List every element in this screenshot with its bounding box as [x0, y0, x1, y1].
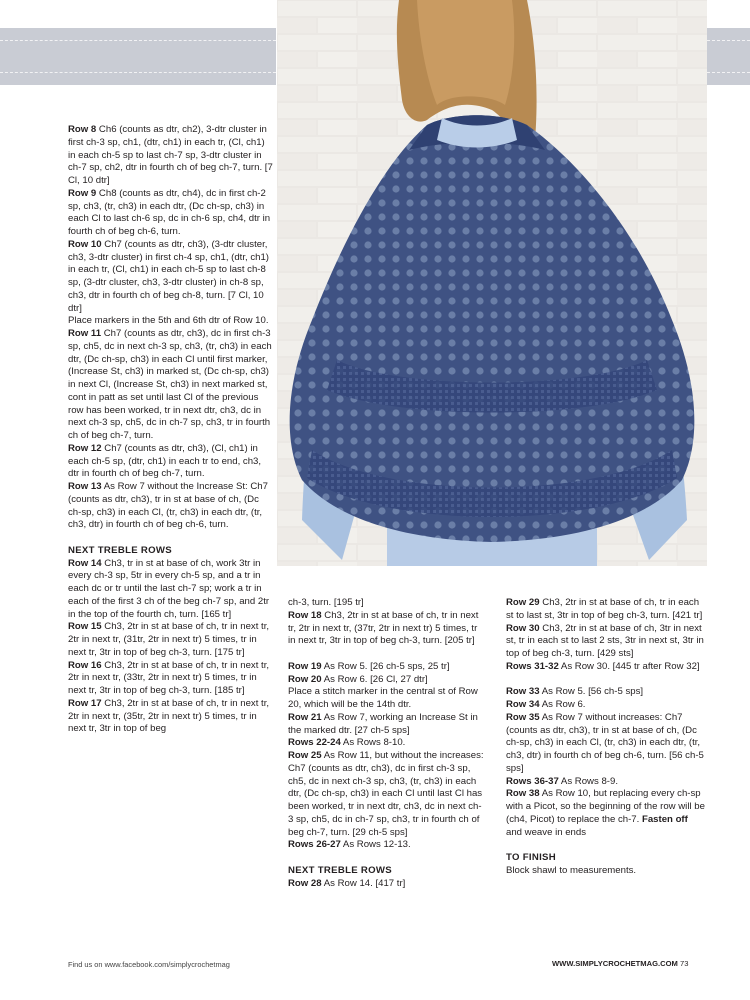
- instruction-paragraph: [506, 865, 706, 878]
- row-text: Ch8 (counts as dtr, ch4), dc in first ch-2 sp, ch3, (tr, ch3) in each dtr, (Dc ch-sp, ch3) in each Cl to last ch-6 sp, dc in ch-6 sp, ch4, dtr in fourth ch of beg ch-6, turn.: [68, 187, 271, 237]
- header-band-left: [0, 28, 276, 85]
- row-text: Ch3, tr in st at base of ch, work 3tr in every ch-3 sp, 5tr in every ch-5 sp, and a tr in each dc or tr until the last ch-7 sp; work a tr in each of the first 3 ch of the beg ch-7 sp, and 2tr in the top of the fourth ch, turn. [165 tr]: [68, 557, 270, 620]
- instruction-paragraph: [288, 737, 486, 750]
- row-label: Row 18: [288, 609, 322, 621]
- row-label: Row 38: [506, 788, 540, 800]
- row-text: As Row 14. [417 tr]: [321, 877, 406, 889]
- row-label: Row 25: [288, 750, 322, 761]
- row-text: As Row 30. [445 tr after Row 32]: [558, 660, 700, 672]
- row-label: Row 19: [288, 660, 322, 672]
- row-text: As Rows 8-9.: [558, 775, 618, 787]
- row-text: Block shawl to measurements.: [506, 864, 637, 876]
- row-text: Ch7 (counts as dtr, ch3), dc in first ch-3 sp, ch5, dc in next ch-3 sp, ch3, (tr, ch3) in each dtr, (Dc ch-sp, ch3) in each Cl until first marker, (Increase St, ch3) in marked st, (Dc ch-sp, ch3) in next Cl, (Increase St, ch3) in next marked st, cont in patt as set until last Cl of the previous row has been worked, tr in next dtr, ch3, dc in next ch-3 sp, ch5, dc in ch-7 sp, ch3, tr in fourth ch of beg ch-7, turn.: [68, 328, 272, 441]
- footer-facebook: Find us on www.facebook.com/simplycrochetmag: [68, 960, 230, 969]
- row-label: Row 14: [68, 557, 102, 569]
- instruction-paragraph: [506, 776, 706, 789]
- row-label: Row 8: [68, 124, 97, 135]
- stitch-line: [707, 40, 750, 41]
- instruction-paragraph: [288, 750, 486, 839]
- instruction-paragraph: [68, 239, 274, 316]
- row-text: Ch7 (counts as dtr, ch3), (Cl, ch1) in each ch-5 sp, (dtr, ch1) in each tr to end, ch3, dtr in fourth ch of beg ch-7, turn.: [68, 442, 262, 480]
- row-label: Row 34: [506, 699, 540, 710]
- instruction-paragraph: [288, 712, 486, 738]
- row-text: Ch7 (counts as dtr, ch3), (3-dtr cluster, ch3, 3-dtr cluster) in first ch-4 sp, ch1, (dtr, ch1) in each tr, (Cl, ch1) in each ch-5 sp to last ch-8 sp, (3-dtr cluster, ch3, 3-dtr cluster) in ch-8 sp, ch3, dtr in fourth ch of beg ch-8, turn. [7 Cl, 10 dtr]: [68, 238, 270, 314]
- row-label: Row 10: [68, 238, 102, 250]
- row-label: Row 17: [68, 697, 102, 709]
- instruction-paragraph: [288, 839, 486, 852]
- section-heading: TO FINISH: [506, 852, 556, 863]
- instruction-paragraph: [288, 661, 486, 674]
- spacer: [506, 674, 706, 687]
- section-heading: NEXT TREBLE ROWS: [68, 544, 172, 556]
- row-text: Ch3, 2tr in st at base of ch, 3tr in next st, tr in each st to last 2 sts, 3tr in next st, 3tr in top of beg ch-3, turn. [429 sts]: [506, 622, 704, 659]
- row-text: Ch3, 2tr in st at base of ch, tr in next tr, 2tr in next tr, (35tr, 2tr in next tr) 5 times, tr in next tr, 3tr in top of beg: [68, 697, 270, 735]
- instructions-column-2: [288, 597, 486, 890]
- row-text: As Row 7 without increases: Ch7 (counts as dtr, ch3), tr in st at base of ch, (Dc ch-sp, ch3) in each Cl, (tr, ch3) in each dtr, (tr, ch3, dtr) in fourth ch of beg ch-6, turn. [56 ch-5 sps]: [506, 711, 704, 774]
- row-text: Ch3, 2tr in st at base of ch, tr in next tr, 2tr in next tr, (37tr, 2tr in next tr) 5 times, tr in next tr, 3tr in top of beg ch-3, turn. [205 tr]: [288, 609, 479, 647]
- row-text: As Row 7 without the Increase St: Ch7 (counts as dtr, ch3), tr in st at base of ch, (Dc ch-sp, ch3) in each Cl, (tr, ch3) in each dtr, (tr, ch3, dtr) in fourth ch of beg ch-6, turn.: [68, 481, 268, 531]
- instruction-paragraph: [68, 481, 274, 532]
- row-text: Ch3, 2tr in st at base of ch, tr in each st to last st, 3tr in top of beg ch-3, turn. [421 tr]: [506, 597, 703, 621]
- row-text: Place a stitch marker in the central st of Row 20, which will be the 14th dtr.: [288, 686, 478, 710]
- row-label: Row 15: [68, 621, 102, 633]
- spacer: [288, 852, 486, 865]
- row-label: Row 35: [506, 711, 540, 723]
- instruction-paragraph: [68, 660, 274, 698]
- instruction-paragraph: [506, 623, 706, 661]
- instruction-paragraph: [68, 443, 274, 481]
- instruction-paragraph: [288, 610, 486, 648]
- row-text: As Row 6.: [539, 699, 586, 710]
- instruction-paragraph: [506, 686, 706, 699]
- row-text: As Rows 8-10.: [340, 737, 406, 749]
- instruction-paragraph: [68, 188, 274, 239]
- instruction-paragraph: [288, 674, 486, 687]
- row-text: ch-3, turn. [195 tr]: [288, 597, 364, 608]
- spacer: [288, 648, 486, 661]
- row-text: As Row 10, but replacing every ch-sp with a Picot, so the beginning of the row will be (ch4, Picot) to replace the ch-7.: [506, 788, 705, 825]
- row-text: As Row 6. [26 Cl, 27 dtr]: [321, 673, 428, 685]
- row-text: Ch3, 2tr in st at base of ch, tr in next tr, 2tr in next tr, (31tr, 2tr in next tr) 5 times, tr in next tr, 3tr in top of beg ch-3, turn. [175 tr]: [68, 621, 270, 658]
- row-text: As Row 5. [26 ch-5 sps, 25 tr]: [321, 660, 450, 672]
- row-label: Row 20: [288, 673, 322, 685]
- stitch-line: [707, 72, 750, 73]
- instruction-paragraph: [288, 878, 486, 891]
- instruction-paragraph: [68, 698, 274, 736]
- footer-site: [552, 959, 688, 968]
- shawl-photo: [277, 0, 707, 566]
- instruction-paragraph: [68, 621, 274, 659]
- stitch-line: [0, 72, 276, 73]
- row-text: As Row 11, but without the increases: Ch7 (counts as dtr, ch3), dc in first ch-3 sp, ch5, dc in next ch-3 sp, ch3, (tr, ch3) in each dtr, (Dc ch-sp, ch3) in each Cl until last Cl has been worked, tr in next dtr, ch3, dc in next ch-3 sp, ch5, dc in ch-7 sp, ch3, tr in fourth ch of beg ch-7, turn. [29 ch-5 sps]: [288, 750, 484, 838]
- row-label: Row 21: [288, 711, 322, 723]
- page-number: 73: [679, 959, 689, 968]
- row-label: Row 9: [68, 187, 97, 199]
- footer-url: WWW.SIMPLYCROCHETMAG.COM: [552, 959, 678, 968]
- instruction-paragraph: [288, 686, 486, 712]
- row-label: Row 33: [506, 686, 540, 698]
- instructions-column-1: [68, 124, 274, 736]
- instruction-paragraph: [506, 699, 706, 712]
- row-text: Ch6 (counts as dtr, ch2), 3-dtr cluster in first ch-3 sp, ch1, (dtr, ch1) in each tr, (Cl, ch1) in each ch-5 sp to last ch-7 sp, 3-dtr cluster in ch-7 sp, ch2, dtr in fourth ch of beg ch-7, turn. [7 Cl, 10 dtr]: [68, 124, 273, 186]
- row-text: As Row 7, working an Increase St in the marked dtr. [27 ch-5 sps]: [288, 711, 478, 736]
- row-label: Row 12: [68, 442, 102, 454]
- row-label: Rows 31-32: [506, 660, 559, 672]
- instructions-column-3: [506, 597, 706, 878]
- section-heading: NEXT TREBLE ROWS: [288, 864, 392, 876]
- row-text: Place markers in the 5th and 6th dtr of Row 10.: [68, 315, 269, 327]
- instruction-paragraph: [68, 315, 274, 328]
- row-label: Row 29: [506, 597, 540, 608]
- row-label: Rows 26-27: [288, 839, 341, 851]
- spacer: [68, 532, 274, 545]
- instruction-paragraph: [68, 328, 274, 443]
- instruction-paragraph: [506, 661, 706, 674]
- instruction-paragraph: [288, 597, 486, 610]
- instruction-paragraph: [506, 788, 706, 839]
- row-label: Row 28: [288, 877, 322, 889]
- instruction-paragraph: [506, 597, 706, 623]
- row-text: Ch3, 2tr in st at base of ch, tr in next tr, 2tr in next tr, (33tr, 2tr in next tr) 5 times, tr in next tr, 3tr in top of beg ch-3, turn. [185 tr]: [68, 659, 270, 696]
- instruction-paragraph: [506, 712, 706, 776]
- row-label: Row 13: [68, 481, 102, 492]
- row-label: Rows 36-37: [506, 775, 559, 787]
- instruction-paragraph: [68, 124, 274, 188]
- row-label: Row 11: [68, 328, 102, 339]
- row-label: Rows 22-24: [288, 737, 341, 749]
- stitch-line: [0, 40, 276, 41]
- row-label: Row 16: [68, 659, 102, 671]
- spacer: [506, 839, 706, 852]
- row-label: Row 30: [506, 622, 540, 634]
- row-text: As Row 5. [56 ch-5 sps]: [539, 686, 644, 698]
- row-text: As Rows 12-13.: [340, 839, 411, 851]
- header-band-right: [707, 28, 750, 85]
- row-text: and weave in ends: [506, 826, 587, 838]
- row-emphasis: Fasten off: [641, 813, 688, 825]
- instruction-paragraph: [68, 558, 274, 622]
